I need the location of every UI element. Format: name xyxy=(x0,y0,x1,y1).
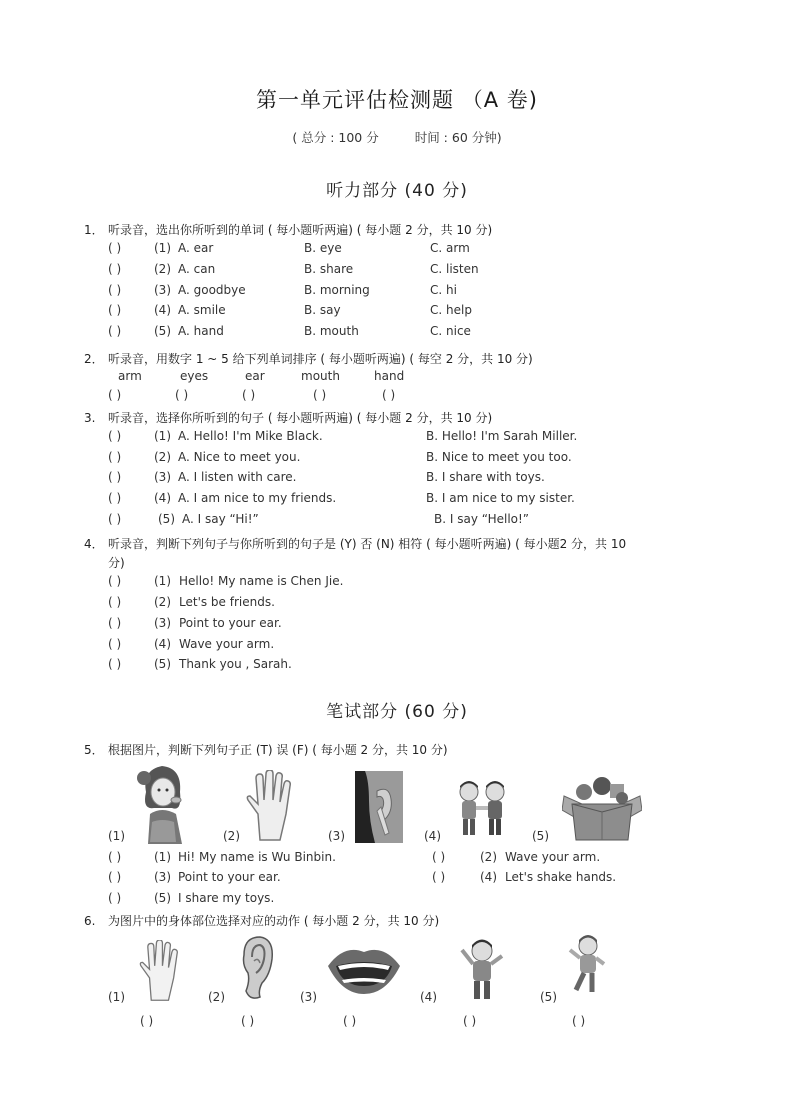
question-text: 听录音，判断下列句子与你所听到的句子是 (Y) 否 (N) 相符 ( 每小题听两遍) ( 每小题2 分，共 10 xyxy=(108,537,627,551)
answer-blank[interactable]: ( ) xyxy=(108,616,122,630)
answer-blank[interactable]: ( ) xyxy=(241,1014,255,1028)
item-number: (3) xyxy=(154,283,171,297)
item-number: (4) xyxy=(154,303,171,317)
picture-label: (4) xyxy=(420,990,437,1004)
item-number: (1) xyxy=(154,574,171,588)
question-6 xyxy=(84,912,439,929)
sentence: Point to your ear. xyxy=(179,616,282,630)
answer-blank[interactable]: ( ) xyxy=(108,657,122,671)
option-a: A. I am nice to my friends. xyxy=(178,491,337,505)
option-b: B. mouth xyxy=(304,324,359,338)
sentence: Wave your arm. xyxy=(179,637,275,651)
option-b: B. Nice to meet you too. xyxy=(426,450,572,464)
picture-label: (3) xyxy=(328,829,345,843)
picture-label: (2) xyxy=(208,990,225,1004)
answer-blank[interactable]: ( ) xyxy=(108,262,122,276)
question-4 xyxy=(84,535,626,552)
answer-blank[interactable]: ( ) xyxy=(108,850,122,864)
item-number: (2) xyxy=(154,595,171,609)
answer-blank[interactable]: ( ) xyxy=(108,637,122,651)
answer-blank[interactable]: ( ) xyxy=(463,1014,477,1028)
item-number: (2) xyxy=(154,450,171,464)
option-b: B. I say “Hello!” xyxy=(434,512,530,526)
word: hand xyxy=(374,369,405,383)
answer-blank[interactable]: ( ) xyxy=(140,1014,154,1028)
picture-label: (3) xyxy=(300,990,317,1004)
waving-boy-icon xyxy=(458,938,506,1004)
answer-blank[interactable]: ( ) xyxy=(108,491,122,505)
answer-blank[interactable]: ( ) xyxy=(108,595,122,609)
time-limit: 时间 : 60 分钟) xyxy=(414,130,502,145)
toy-box-icon xyxy=(562,774,642,842)
sentence: Let's shake hands. xyxy=(505,870,617,884)
answer-blank[interactable]: ( ) xyxy=(108,241,122,255)
option-a: A. hand xyxy=(178,324,224,338)
option-a: A. I say “Hi!” xyxy=(182,512,259,526)
sentence: Point to your ear. xyxy=(178,870,281,884)
question-number: 2． xyxy=(84,352,104,366)
answer-blank[interactable]: ( ) xyxy=(108,891,122,905)
picture-label: (1) xyxy=(108,829,125,843)
option-b: B. Hello! I'm Sarah Miller. xyxy=(426,429,578,443)
hand-icon xyxy=(134,940,184,1002)
question-4-continued: 分) xyxy=(108,556,125,570)
answer-blank[interactable]: ( ) xyxy=(432,850,446,864)
item-number: (1) xyxy=(154,241,171,255)
sentence: Thank you , Sarah. xyxy=(179,657,292,671)
option-c: C. help xyxy=(430,303,472,317)
exam-info xyxy=(0,128,794,146)
answer-blank[interactable]: ( ) xyxy=(108,870,122,884)
boys-shaking-hands-icon xyxy=(454,778,510,840)
word: mouth xyxy=(301,369,340,383)
option-b: B. say xyxy=(304,303,341,317)
question-number: 6. xyxy=(84,914,96,928)
answer-blank[interactable]: ( ) xyxy=(108,512,122,526)
option-a: A. I listen with care. xyxy=(178,470,297,484)
option-a: A. can xyxy=(178,262,216,276)
answer-blank[interactable]: ( ) xyxy=(108,388,122,402)
answer-blank[interactable]: ( ) xyxy=(108,303,122,317)
item-number: (1) xyxy=(154,850,171,864)
question-number: 3. xyxy=(84,411,96,425)
option-c: C. listen xyxy=(430,262,479,276)
answer-blank[interactable]: ( ) xyxy=(313,388,327,402)
question-number: 5． xyxy=(84,743,104,757)
item-number: (5) xyxy=(154,657,171,671)
word: ear xyxy=(245,369,265,383)
page-title: 第一单元评估检测题 （A 卷) xyxy=(256,88,538,112)
option-b: B. eye xyxy=(304,241,342,255)
answer-blank[interactable]: ( ) xyxy=(382,388,396,402)
ear-photo-icon xyxy=(355,771,403,843)
word: arm xyxy=(118,369,142,383)
sentence: Hello! My name is Chen Jie. xyxy=(179,574,344,588)
word: eyes xyxy=(180,369,209,383)
option-b: B. morning xyxy=(304,283,370,297)
question-2 xyxy=(84,350,533,367)
answer-blank[interactable]: ( ) xyxy=(108,470,122,484)
answer-blank[interactable]: ( ) xyxy=(108,574,122,588)
option-b: B. I am nice to my sister. xyxy=(426,491,575,505)
answer-blank[interactable]: ( ) xyxy=(343,1014,357,1028)
writing-section-title: 笔试部分 (60 分) xyxy=(326,702,468,722)
picture-label: (4) xyxy=(424,829,441,843)
item-number: (2) xyxy=(154,262,171,276)
question-number: 1． xyxy=(84,223,104,237)
answer-blank[interactable]: ( ) xyxy=(108,450,122,464)
listening-section-title: 听力部分 (40 分) xyxy=(326,181,468,201)
item-number: (5) xyxy=(154,891,171,905)
item-number: (4) xyxy=(154,491,171,505)
item-number: (1) xyxy=(154,429,171,443)
picture-label: (5) xyxy=(540,990,557,1004)
answer-blank[interactable]: ( ) xyxy=(108,324,122,338)
question-text: 为图片中的身体部位选择对应的动作 ( 每小题 2 分，共 10 分) xyxy=(108,914,440,928)
answer-blank[interactable]: ( ) xyxy=(175,388,189,402)
option-c: C. nice xyxy=(430,324,471,338)
answer-blank[interactable]: ( ) xyxy=(108,429,122,443)
ear-icon xyxy=(236,935,276,1001)
picture-label: (5) xyxy=(532,829,549,843)
question-5 xyxy=(84,741,448,758)
option-b: B. I share with toys. xyxy=(426,470,545,484)
option-b: B. share xyxy=(304,262,354,276)
picture-label: (1) xyxy=(108,990,125,1004)
question-text: 听录音，用数字 1 ~ 5 给下列单词排序 ( 每小题听两遍) ( 每空 2 分，共 10 分) xyxy=(108,352,533,366)
item-number: (2) xyxy=(480,850,497,864)
question-1 xyxy=(84,221,492,238)
answer-blank[interactable]: ( ) xyxy=(572,1014,586,1028)
sentence: I share my toys. xyxy=(178,891,275,905)
sentence: Hi! My name is Wu Binbin. xyxy=(178,850,336,864)
sentence: Wave your arm. xyxy=(505,850,601,864)
option-c: C. hi xyxy=(430,283,457,297)
jumping-boy-icon xyxy=(566,934,606,1000)
option-a: A. smile xyxy=(178,303,226,317)
answer-blank[interactable]: ( ) xyxy=(242,388,256,402)
question-text: 听录音，选出你所听到的单词 ( 每小题听两遍) ( 每小题 2 分，共 10 分) xyxy=(108,223,493,237)
option-a: A. goodbye xyxy=(178,283,246,297)
girl-eating-icon xyxy=(132,762,192,844)
option-c: C. arm xyxy=(430,241,470,255)
question-text: 根据图片，判断下列句子正 (T) 误 (F) ( 每小题 2 分，共 10 分) xyxy=(108,743,448,757)
question-3 xyxy=(84,409,492,426)
picture-label: (2) xyxy=(223,829,240,843)
mouth-icon xyxy=(326,942,402,996)
item-number: (4) xyxy=(480,870,497,884)
hand-icon xyxy=(244,770,294,842)
answer-blank[interactable]: ( ) xyxy=(108,283,122,297)
total-score: ( 总分 : 100 分 xyxy=(292,130,379,145)
option-a: A. Nice to meet you. xyxy=(178,450,301,464)
question-number: 4． xyxy=(84,537,104,551)
question-text: 听录音，选择你所听到的句子 ( 每小题听两遍) ( 每小题 2 分，共 10 分) xyxy=(108,411,493,425)
option-a: A. ear xyxy=(178,241,214,255)
option-a: A. Hello! I'm Mike Black. xyxy=(178,429,323,443)
item-number: (3) xyxy=(154,470,171,484)
answer-blank[interactable]: ( ) xyxy=(432,870,446,884)
item-number: (5) xyxy=(158,512,175,526)
item-number: (3) xyxy=(154,870,171,884)
sentence: Let's be friends. xyxy=(179,595,275,609)
item-number: (4) xyxy=(154,637,171,651)
item-number: (3) xyxy=(154,616,171,630)
item-number: (5) xyxy=(154,324,171,338)
